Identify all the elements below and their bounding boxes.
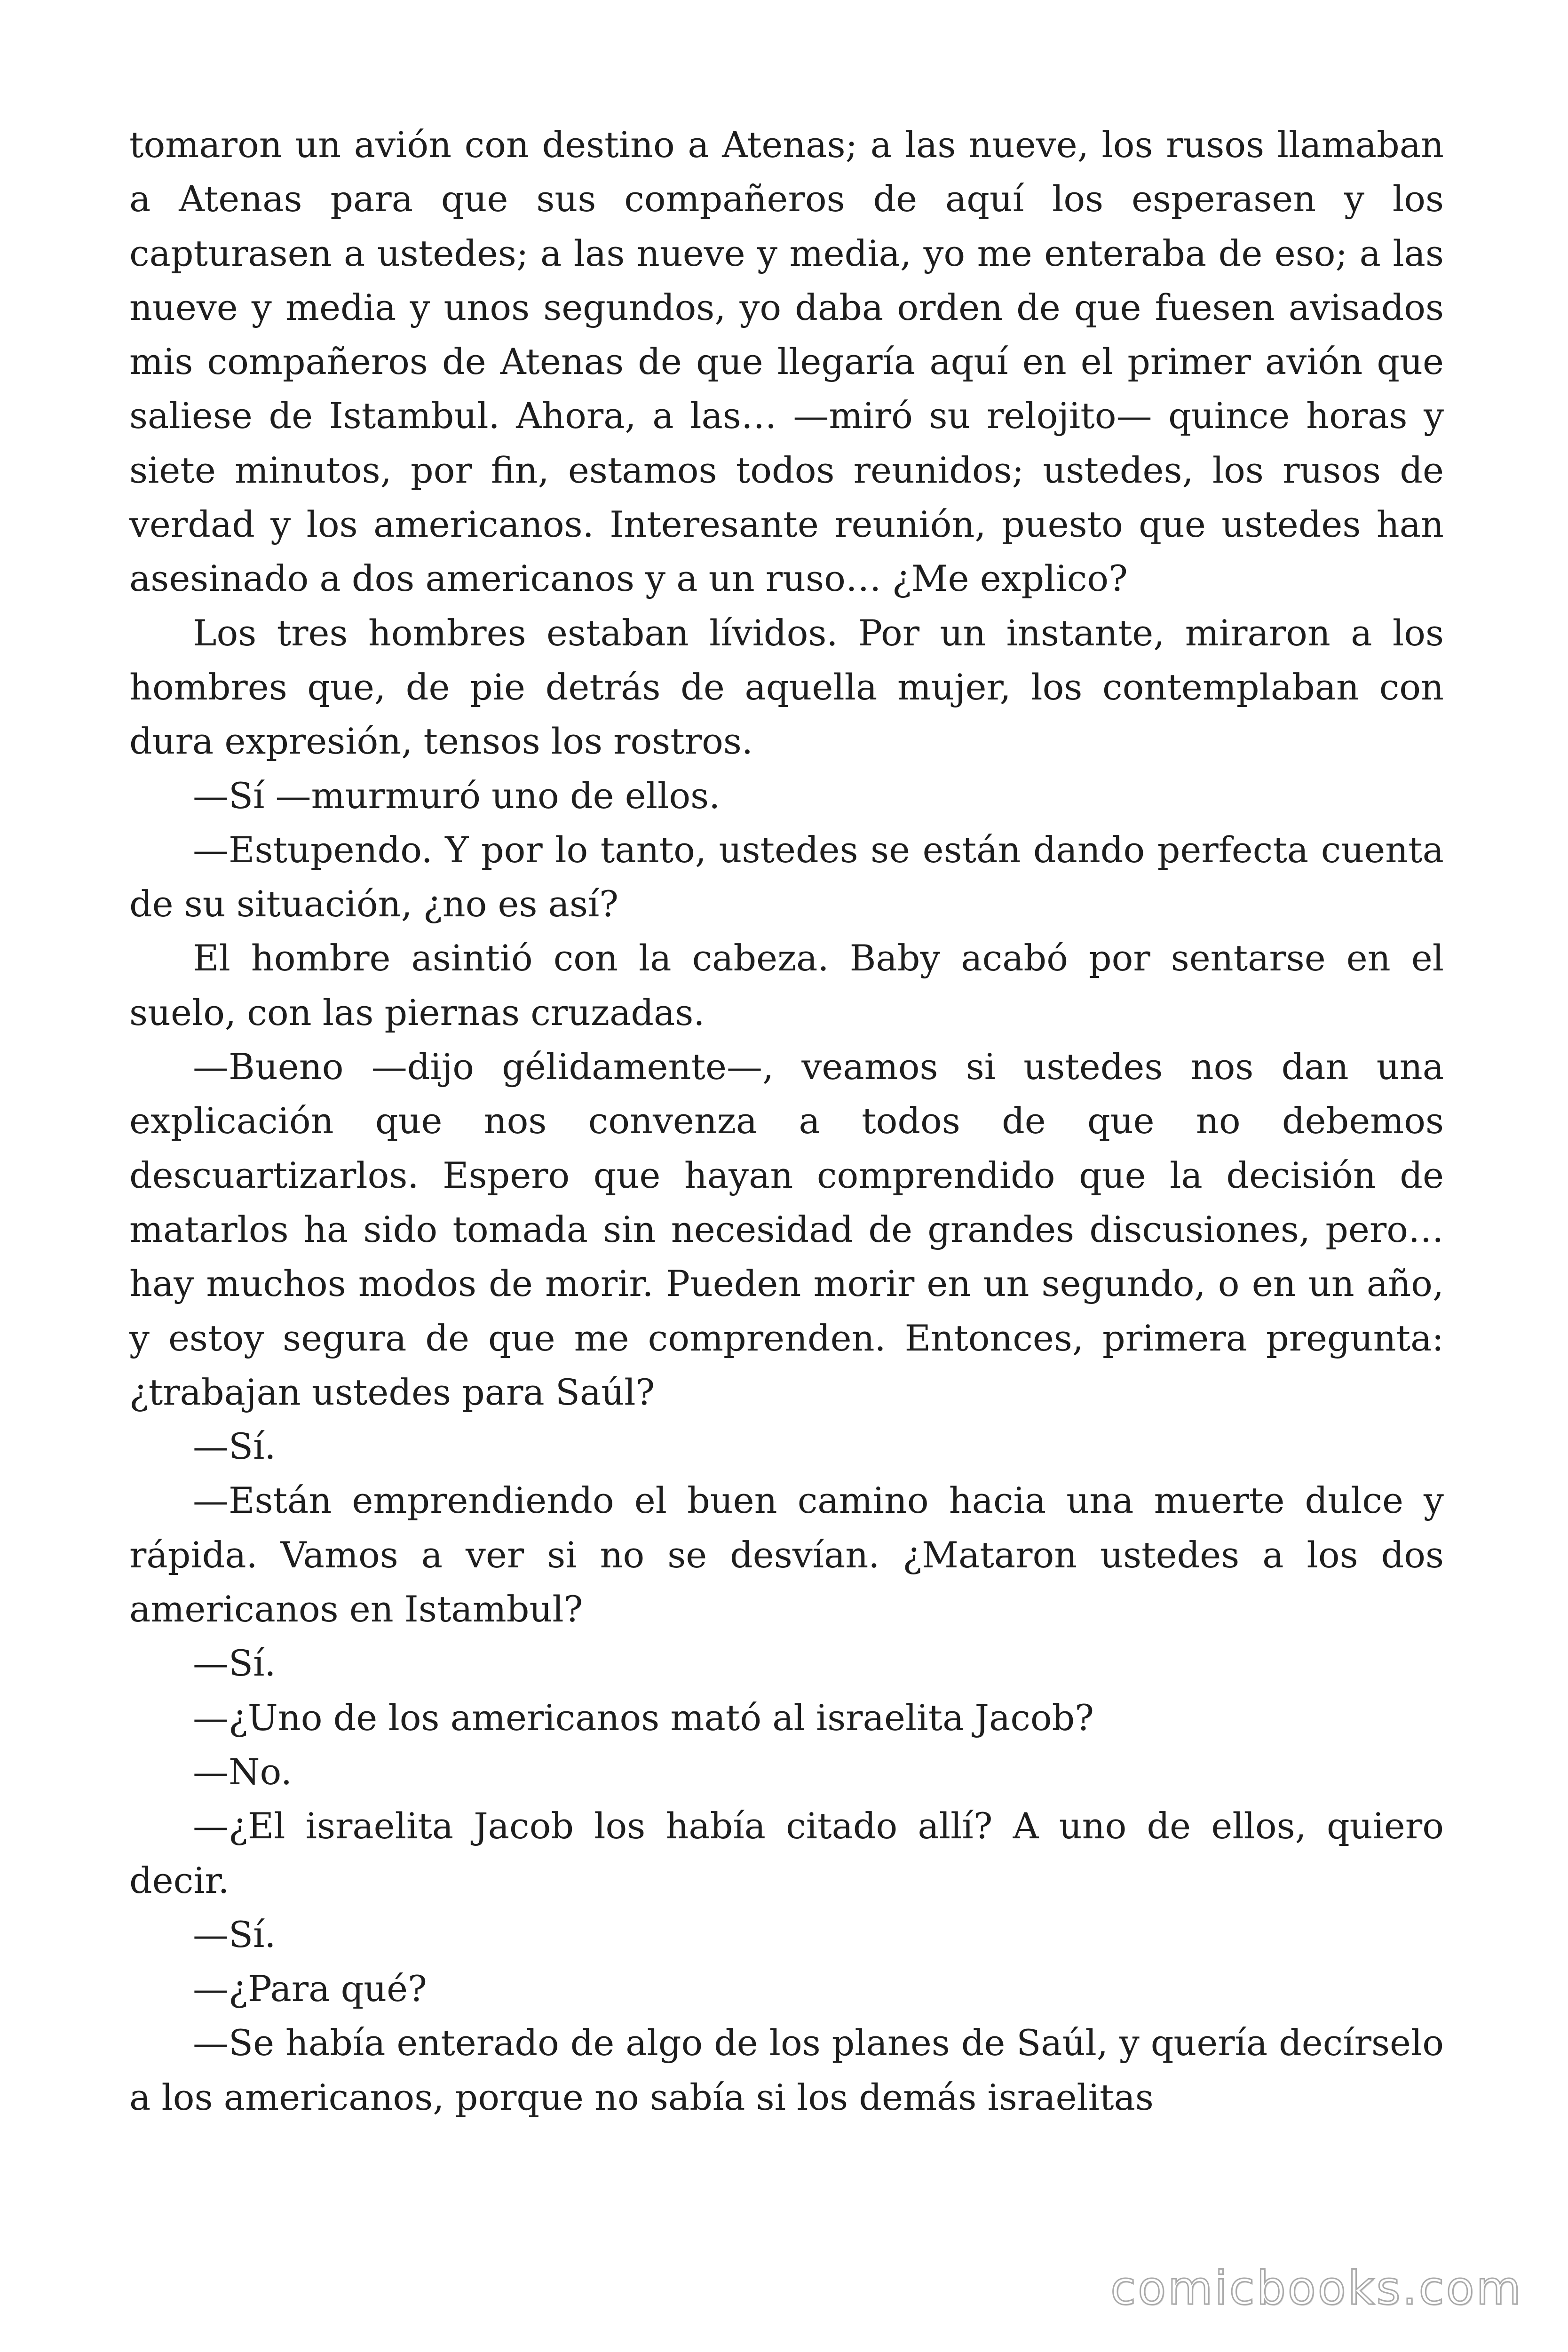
book-page-text bbox=[129, 118, 1444, 2124]
dialogue-line: —Sí. bbox=[193, 1642, 276, 1685]
paragraph: El hombre asintió con la cabeza. Baby acabó por sentarse en el suelo, con las piernas cruzadas. bbox=[129, 937, 1444, 1033]
dialogue-line: —No. bbox=[193, 1750, 293, 1793]
paragraph: tomaron un avión con destino a Atenas; a las nueve, los rusos llamaban a Atenas para que sus compañeros de aquí los esperasen y los capturasen a ustedes; a las nueve y media, yo me enteraba de eso; a las nueve y media y unos segundos, yo daba orden de que fuesen avisados mis compañeros de Atenas de que llegaría aquí en el primer avión que saliese de Istambul. Ahora, a las… —miró su relojito— quince horas y siete minutos, por fin, estamos todos reunidos; ustedes, los rusos de verdad y los americanos. Interesante reunión, puesto que ustedes han asesinado a dos americanos y a un ruso… ¿Me explico? bbox=[129, 124, 1444, 600]
dialogue-line: —Sí. bbox=[193, 1913, 276, 1955]
dialogue-line: —Sí. bbox=[193, 1425, 276, 1468]
dialogue-line: —Se había enterado de algo de los planes de Saúl, y quería decírselo a los americanos, porque no sabía si los demás israelitas bbox=[129, 2022, 1444, 2118]
dialogue-line: —Están emprendiendo el buen camino hacia una muerte dulce y rápida. Vamos a ver si no se desvían. ¿Mataron ustedes a los dos americanos en Istambul? bbox=[129, 1479, 1444, 1630]
dialogue-line: —¿Para qué? bbox=[193, 1968, 427, 2010]
dialogue-line: —¿Uno de los americanos mató al israelita Jacob? bbox=[193, 1696, 1094, 1739]
dialogue-line: —¿El israelita Jacob los había citado allí? A uno de ellos, quiero decir. bbox=[129, 1805, 1444, 1901]
dialogue-line: —Sí —murmuró uno de ellos. bbox=[193, 774, 721, 817]
paragraph: Los tres hombres estaban lívidos. Por un instante, miraron a los hombres que, de pie detrás de aquella mujer, los contemplaban con dura expresión, tensos los rostros. bbox=[129, 612, 1444, 763]
dialogue-line: —Estupendo. Y por lo tanto, ustedes se están dando perfecta cuenta de su situación, ¿no es así? bbox=[129, 828, 1444, 925]
dialogue-line: —Bueno —dijo gélidamente—, veamos si ustedes nos dan una explicación que nos convenza a todos de que no debemos descuartizarlos. Espero que hayan comprendido que la decisión de matarlos ha sido tomada sin necesidad de grandes discusiones, pero… hay muchos modos de morir. Pueden morir en un segundo, o en un año, y estoy segura de que me comprenden. Entonces, primera pregunta: ¿trabajan ustedes para Saúl? bbox=[129, 1046, 1444, 1413]
watermark-logo: comicbooks.com bbox=[1110, 2262, 1523, 2315]
